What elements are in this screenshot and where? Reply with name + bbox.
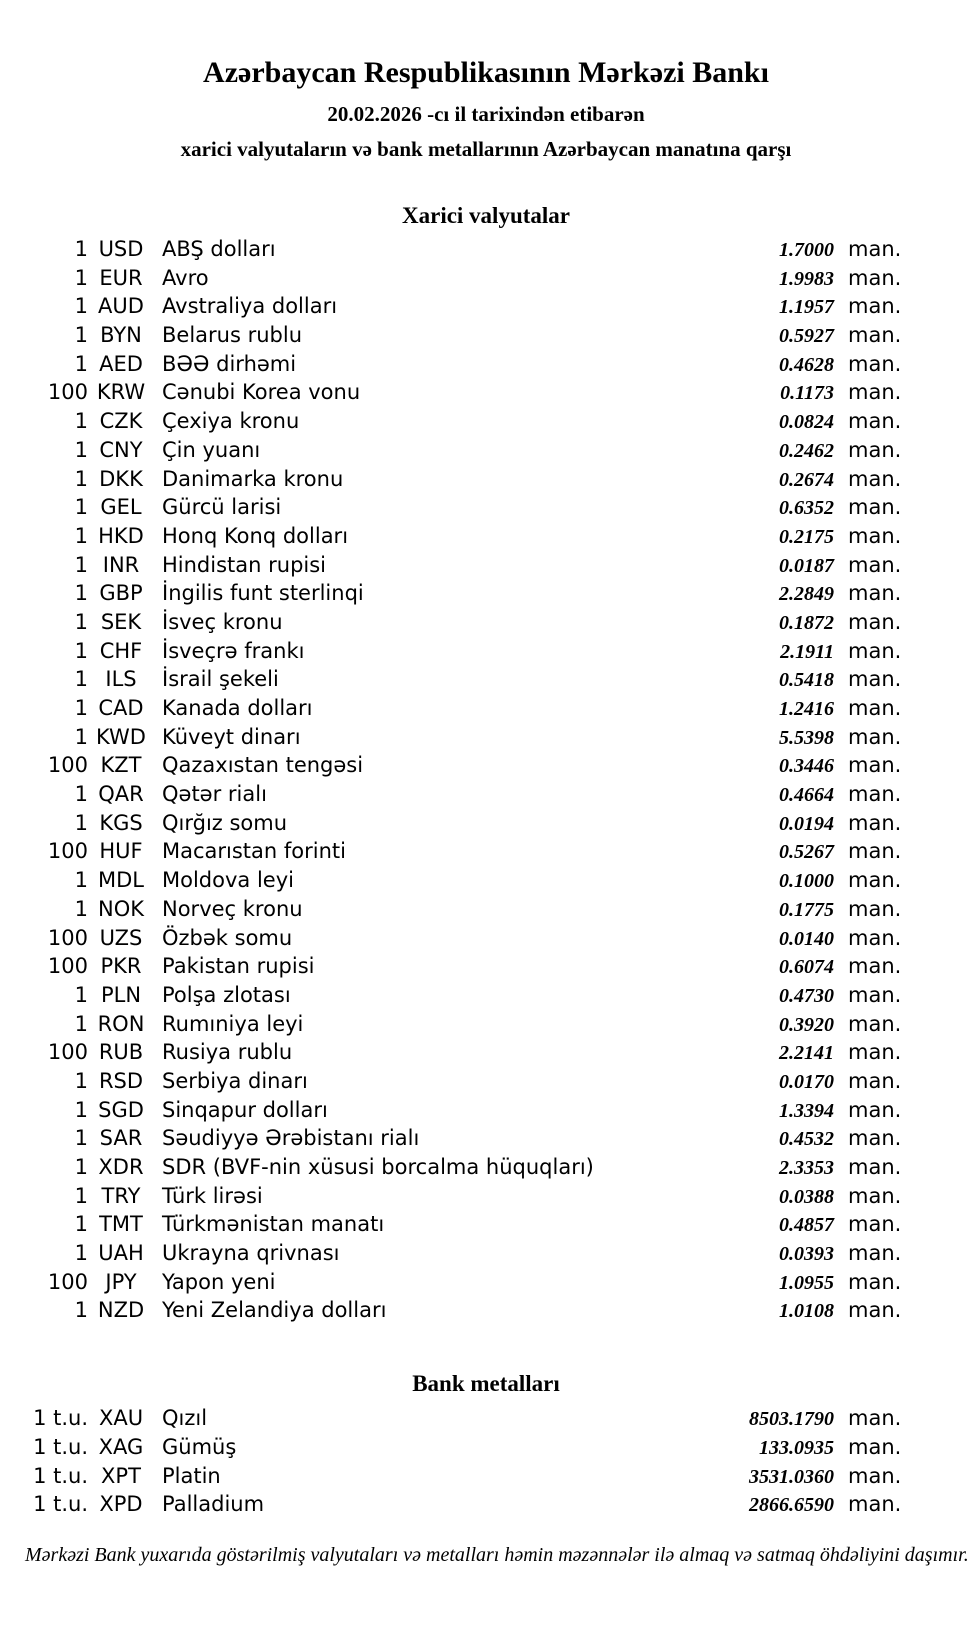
currency-code: XPT <box>101 1463 141 1488</box>
quantity-cell: 1 <box>74 782 88 807</box>
quantity-cell: 100 <box>47 839 88 864</box>
rates-table-currencies <box>0 235 972 1325</box>
currency-code: PKR <box>100 954 142 979</box>
currency-code: XAU <box>98 1406 144 1431</box>
quantity-cell: 1 <box>74 1183 88 1208</box>
rate-row-xpd <box>0 1490 972 1519</box>
rate-value: 0.1775 <box>779 898 834 921</box>
quantity-cell: 1 <box>74 1298 88 1323</box>
page-title: Azərbaycan Respublikasının Mərkəzi Bankı <box>203 56 769 89</box>
rate-value: 0.3920 <box>779 1013 834 1036</box>
rate-value: 0.0393 <box>779 1243 834 1266</box>
currency-code: CNY <box>99 437 143 462</box>
quantity-cell: 100 <box>47 753 88 778</box>
currency-name: İsveç kronu <box>162 609 283 634</box>
unit-label: man. <box>848 552 902 577</box>
unit-label: man. <box>848 667 902 692</box>
quantity-cell: 100 <box>47 954 88 979</box>
currency-code: MDL <box>98 868 144 893</box>
currency-name: Avro <box>162 265 209 290</box>
currency-code: SEK <box>100 609 142 634</box>
currency-code: KWD <box>96 724 146 749</box>
unit-label: man. <box>848 1298 902 1323</box>
unit-label: man. <box>848 609 902 634</box>
rate-value: 0.1872 <box>779 611 834 634</box>
currency-name: Səudiyyə Ərəbistanı rialı <box>162 1126 420 1151</box>
quantity-cell: 1 <box>74 523 88 548</box>
currency-code: INR <box>102 552 140 577</box>
rate-row-chf <box>0 637 972 666</box>
rate-row-try <box>0 1182 972 1211</box>
rate-value: 2.2849 <box>779 583 834 606</box>
unit-label: man. <box>848 409 902 434</box>
quantity-cell: 1 t.u. <box>33 1463 88 1488</box>
quantity-cell: 1 <box>74 323 88 348</box>
unit-label: man. <box>848 868 902 893</box>
rate-value: 0.5418 <box>779 669 834 692</box>
rate-row-inr <box>0 551 972 580</box>
currency-code: XPD <box>99 1492 143 1517</box>
currency-name: Qətər rialı <box>162 782 267 807</box>
quantity-cell: 1 <box>74 638 88 663</box>
unit-label: man. <box>848 1212 902 1237</box>
rate-row-jpy <box>0 1268 972 1297</box>
rate-value: 0.2175 <box>779 525 834 548</box>
currency-name: Çexiya kronu <box>162 409 300 434</box>
rate-row-nzd <box>0 1296 972 1325</box>
currency-code: UZS <box>99 925 143 950</box>
rate-value: 0.0170 <box>779 1070 834 1093</box>
rate-row-czk <box>0 407 972 436</box>
rate-row-rub <box>0 1038 972 1067</box>
currency-name: Moldova leyi <box>162 868 294 893</box>
quantity-cell: 1 <box>74 495 88 520</box>
quantity-cell: 1 <box>74 466 88 491</box>
unit-label: man. <box>848 351 902 376</box>
unit-label: man. <box>848 237 902 261</box>
rate-bulletin-page <box>0 57 972 1567</box>
quantity-cell: 1 <box>74 1212 88 1237</box>
currency-name: Özbək somu <box>162 925 293 950</box>
quantity-cell: 1 <box>74 409 88 434</box>
quantity-cell: 1 <box>74 437 88 462</box>
rate-value: 0.5267 <box>779 841 834 864</box>
unit-label: man. <box>848 724 902 749</box>
section-heading-currencies: Xarici valyutalar <box>402 203 570 228</box>
rate-row-eur <box>0 264 972 293</box>
quantity-cell: 100 <box>47 925 88 950</box>
quantity-cell: 1 <box>74 1097 88 1122</box>
rate-value: 0.0140 <box>779 927 834 950</box>
unit-label: man. <box>848 1434 902 1459</box>
currency-code: RSD <box>98 1068 144 1093</box>
currency-name: Danimarka kronu <box>162 466 344 491</box>
unit-label: man. <box>848 925 902 950</box>
quantity-cell: 1 <box>74 667 88 692</box>
unit-label: man. <box>848 1241 902 1266</box>
unit-label: man. <box>848 753 902 778</box>
currency-code: CAD <box>98 696 144 720</box>
rate-row-byn <box>0 321 972 350</box>
rate-value: 0.0194 <box>779 812 834 835</box>
rate-value: 1.0955 <box>779 1271 834 1294</box>
rate-value: 1.3394 <box>779 1099 834 1122</box>
quantity-cell: 1 <box>74 351 88 376</box>
currency-name: Belarus rublu <box>162 323 303 348</box>
rate-row-aud <box>0 292 972 321</box>
rate-row-aed <box>0 350 972 379</box>
unit-label: man. <box>848 810 902 835</box>
currency-name: SDR (BVF-nin xüsusi borcalma hüquqları) <box>162 1155 594 1179</box>
currency-code: BYN <box>100 323 142 348</box>
currency-code: NOK <box>97 896 144 921</box>
rate-row-pkr <box>0 952 972 981</box>
rate-value: 1.7000 <box>779 239 834 261</box>
currency-name: Yapon yeni <box>162 1269 276 1294</box>
unit-label: man. <box>848 954 902 979</box>
currency-name: Küveyt dinarı <box>162 724 301 749</box>
currency-name: Polşa zlotası <box>162 982 291 1007</box>
section-heading-metals: Bank metalları <box>412 1371 560 1397</box>
rate-value: 0.0824 <box>779 411 834 434</box>
currency-name: Sinqapur dolları <box>162 1097 328 1122</box>
currency-code: JPY <box>105 1269 137 1294</box>
currency-code: NZD <box>97 1298 145 1323</box>
currency-name: Cənubi Korea vonu <box>162 380 361 405</box>
rate-row-ils <box>0 665 972 694</box>
unit-label: man. <box>848 1463 902 1488</box>
rate-value: 8503.1790 <box>749 1408 834 1431</box>
currency-name: Türkmənistan manatı <box>162 1212 385 1237</box>
rate-row-xau <box>0 1404 972 1433</box>
quantity-cell: 1 <box>74 265 88 290</box>
currency-code: PLN <box>100 982 142 1007</box>
unit-label: man. <box>848 1097 902 1122</box>
currency-name: Qırğız somu <box>162 810 288 835</box>
currency-name: Pakistan rupisi <box>162 954 315 979</box>
rate-value: 0.0187 <box>779 554 834 577</box>
currency-name: Macarıstan forinti <box>162 839 346 864</box>
currency-code: XAG <box>98 1434 144 1459</box>
rate-row-xag <box>0 1433 972 1462</box>
unit-label: man. <box>848 1068 902 1093</box>
unit-label: man. <box>848 1269 902 1294</box>
rate-row-pln <box>0 981 972 1010</box>
rate-value: 2866.6590 <box>749 1494 834 1517</box>
currency-code: TMT <box>99 1212 143 1237</box>
rate-row-nok <box>0 895 972 924</box>
rate-row-kgs <box>0 809 972 838</box>
rate-value: 1.2416 <box>779 698 834 720</box>
rate-value: 0.4628 <box>779 353 834 376</box>
unit-label: man. <box>848 380 902 405</box>
quantity-cell: 100 <box>47 1269 88 1294</box>
currency-code: KRW <box>96 380 146 405</box>
currency-name: Gürcü larisi <box>162 495 282 520</box>
currency-code: EUR <box>99 265 143 290</box>
currency-code: HKD <box>98 523 144 548</box>
rate-value: 1.9983 <box>779 267 834 290</box>
unit-label: man. <box>848 265 902 290</box>
rate-value: 0.4730 <box>779 984 834 1007</box>
currency-code: CZK <box>99 409 143 434</box>
unit-label: man. <box>848 294 902 319</box>
quantity-cell: 1 <box>74 982 88 1007</box>
rate-row-ron <box>0 1010 972 1039</box>
quantity-cell: 1 t.u. <box>33 1406 88 1431</box>
currency-name: Ukrayna qrivnası <box>162 1241 340 1266</box>
rate-value: 0.6074 <box>779 956 834 979</box>
rates-table-metals <box>0 1404 972 1519</box>
unit-label: man. <box>848 982 902 1007</box>
rate-value: 2.2141 <box>779 1042 834 1065</box>
currency-code: HUF <box>99 839 143 864</box>
currency-name: ABŞ dolları <box>162 237 276 261</box>
rate-row-usd <box>0 235 972 264</box>
rate-row-sek <box>0 608 972 637</box>
rate-row-gbp <box>0 579 972 608</box>
unit-label: man. <box>848 1492 902 1517</box>
unit-label: man. <box>848 1040 902 1065</box>
currency-code: AUD <box>98 294 144 319</box>
quantity-cell: 1 <box>74 1011 88 1036</box>
quantity-cell: 1 <box>74 868 88 893</box>
rate-row-sgd <box>0 1096 972 1125</box>
rate-row-huf <box>0 837 972 866</box>
currency-name: İngilis funt sterlinqi <box>162 581 364 606</box>
rate-row-qar <box>0 780 972 809</box>
rate-row-xdr <box>0 1153 972 1182</box>
rate-row-sar <box>0 1124 972 1153</box>
currency-name: Rumıniya leyi <box>162 1011 304 1036</box>
quantity-cell: 1 <box>74 1155 88 1179</box>
currency-code: CHF <box>99 638 143 663</box>
quantity-cell: 100 <box>47 380 88 405</box>
rate-value: 0.2674 <box>779 468 834 491</box>
rate-value: 1.0108 <box>779 1300 834 1323</box>
quantity-cell: 1 <box>74 294 88 319</box>
rate-value: 5.5398 <box>779 726 834 749</box>
rate-row-kwd <box>0 723 972 752</box>
currency-code: KGS <box>99 810 143 835</box>
rate-value: 0.1173 <box>780 382 834 405</box>
rate-row-gel <box>0 493 972 522</box>
rate-row-hkd <box>0 522 972 551</box>
unit-label: man. <box>848 1011 902 1036</box>
currency-name: Platin <box>162 1463 221 1488</box>
rate-value: 0.6352 <box>779 497 834 520</box>
currency-name: Avstraliya dolları <box>162 294 338 319</box>
unit-label: man. <box>848 523 902 548</box>
rate-value: 0.4532 <box>779 1128 834 1151</box>
currency-name: Rusiya rublu <box>162 1040 293 1065</box>
quantity-cell: 100 <box>47 1040 88 1065</box>
unit-label: man. <box>848 782 902 807</box>
currency-name: Norveç kronu <box>162 896 303 921</box>
rate-row-uah <box>0 1239 972 1268</box>
rate-value: 0.3446 <box>779 755 834 778</box>
currency-name: Palladium <box>162 1492 265 1517</box>
currency-name: Yeni Zelandiya dolları <box>162 1298 387 1323</box>
currency-name: İsveçrə frankı <box>162 638 305 663</box>
currency-code: SAR <box>99 1126 143 1151</box>
currency-code: AED <box>99 351 143 376</box>
currency-name: BƏƏ dirhəmi <box>162 351 297 376</box>
rate-value: 2.3353 <box>779 1157 834 1179</box>
currency-code: GEL <box>100 495 142 520</box>
subject-line: xarici valyutaların və bank metallarının Azərbaycan manatına qarşı <box>180 137 792 161</box>
currency-code: QAR <box>98 782 144 807</box>
unit-label: man. <box>848 638 902 663</box>
rate-row-cny <box>0 436 972 465</box>
rate-row-xpt <box>0 1462 972 1491</box>
currency-code: ILS <box>105 667 137 692</box>
currency-code: GBP <box>99 581 143 606</box>
unit-label: man. <box>848 323 902 348</box>
rate-value: 0.0388 <box>779 1185 834 1208</box>
rate-row-cad <box>0 694 972 723</box>
rate-value: 133.0935 <box>759 1436 834 1459</box>
currency-code: TRY <box>101 1183 141 1208</box>
quantity-cell: 1 <box>74 552 88 577</box>
currency-code: XDR <box>98 1155 144 1179</box>
quantity-cell: 1 <box>74 724 88 749</box>
rate-row-mdl <box>0 866 972 895</box>
currency-name: Qızıl <box>162 1406 208 1431</box>
currency-code: KZT <box>100 753 142 778</box>
quantity-cell: 1 <box>74 1241 88 1266</box>
currency-code: SGD <box>98 1097 144 1122</box>
currency-code: UAH <box>98 1241 144 1266</box>
quantity-cell: 1 <box>74 896 88 921</box>
rate-row-dkk <box>0 465 972 494</box>
unit-label: man. <box>848 466 902 491</box>
currency-name: Honq Konq dolları <box>162 523 349 548</box>
disclaimer-text: Mərkəzi Bank yuxarıda göstərilmiş valyutaları və metalları həmin məzənnələr ilə almaq və satmaq öhdəliyini daşımır. <box>25 1543 969 1566</box>
quantity-cell: 1 <box>74 237 88 261</box>
currency-code: RON <box>97 1011 145 1036</box>
quantity-cell: 1 <box>74 581 88 606</box>
currency-name: Hindistan rupisi <box>162 552 327 577</box>
unit-label: man. <box>848 696 902 720</box>
quantity-cell: 1 <box>74 1068 88 1093</box>
currency-name: Çin yuanı <box>162 437 261 462</box>
effective-date-line: 20.02.2026 -cı il tarixindən etibarən <box>327 102 645 126</box>
quantity-cell: 1 <box>74 609 88 634</box>
unit-label: man. <box>848 1155 902 1179</box>
rate-value: 0.2462 <box>779 439 834 462</box>
unit-label: man. <box>848 839 902 864</box>
unit-label: man. <box>848 437 902 462</box>
unit-label: man. <box>848 1183 902 1208</box>
rate-value: 1.1957 <box>779 296 834 319</box>
currency-name: Gümüş <box>162 1434 237 1459</box>
rate-value: 2.1911 <box>780 640 834 663</box>
quantity-cell: 1 <box>74 1126 88 1151</box>
rate-row-kzt <box>0 751 972 780</box>
unit-label: man. <box>848 1406 902 1431</box>
rate-value: 0.5927 <box>779 325 834 348</box>
currency-name: Qazaxıstan tengəsi <box>162 753 364 778</box>
quantity-cell: 1 t.u. <box>33 1434 88 1459</box>
rate-row-rsd <box>0 1067 972 1096</box>
rate-value: 0.4857 <box>779 1214 834 1237</box>
rate-value: 3531.0360 <box>749 1465 834 1488</box>
rate-row-krw <box>0 378 972 407</box>
unit-label: man. <box>848 495 902 520</box>
rate-value: 0.1000 <box>779 870 834 893</box>
currency-name: İsrail şekeli <box>162 667 279 692</box>
unit-label: man. <box>848 581 902 606</box>
currency-code: DKK <box>99 466 143 491</box>
rate-row-uzs <box>0 924 972 953</box>
currency-name: Türk lirəsi <box>162 1183 263 1208</box>
currency-name: Serbiya dinarı <box>162 1068 308 1093</box>
rate-row-tmt <box>0 1210 972 1239</box>
currency-name: Kanada dolları <box>162 696 313 720</box>
quantity-cell: 1 <box>74 696 88 720</box>
currency-code: USD <box>98 237 144 261</box>
unit-label: man. <box>848 1126 902 1151</box>
quantity-cell: 1 <box>74 810 88 835</box>
currency-code: RUB <box>98 1040 144 1065</box>
quantity-cell: 1 t.u. <box>33 1492 88 1517</box>
rate-value: 0.4664 <box>779 784 834 807</box>
unit-label: man. <box>848 896 902 921</box>
